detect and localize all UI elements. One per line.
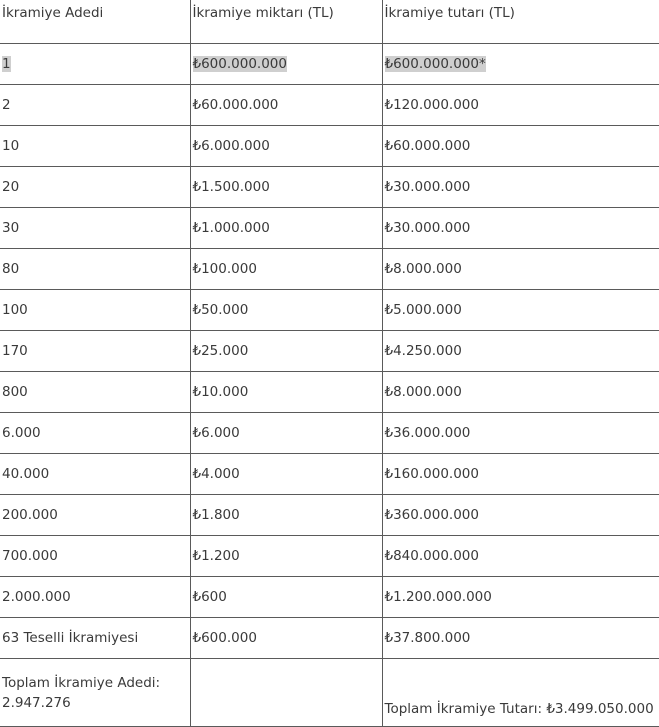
prize-count-cell: 80 <box>0 249 190 290</box>
total-prize-count: Toplam İkramiye Adedi: 2.947.276 <box>0 659 190 727</box>
prize-total-cell: ₺360.000.000 <box>382 495 659 536</box>
prize-total-cell: ₺30.000.000 <box>382 167 659 208</box>
prize-total-cell: ₺8.000.000 <box>382 249 659 290</box>
prize-amount-cell: ₺100.000 <box>190 249 382 290</box>
table-row <box>0 290 659 331</box>
prize-total-cell: ₺600.000.000* <box>384 56 486 72</box>
prize-total-cell: ₺160.000.000 <box>382 454 659 495</box>
prize-total-cell: ₺36.000.000 <box>382 413 659 454</box>
table-row <box>0 126 659 167</box>
header-prize-total: İkramiye tutarı (TL) <box>382 0 659 44</box>
prize-total-cell: ₺5.000.000 <box>382 290 659 331</box>
prize-count-cell: 2 <box>0 85 190 126</box>
prize-amount-cell: ₺600.000 <box>190 618 382 659</box>
table-row <box>0 618 659 659</box>
prize-count-cell: 63 Teselli İkramiyesi <box>0 618 190 659</box>
header-prize-count: İkramiye Adedi <box>0 0 190 44</box>
total-prize-amount: Toplam İkramiye Tutarı: ₺3.499.050.000 <box>382 659 659 727</box>
table-row <box>0 249 659 290</box>
prize-total-cell: ₺4.250.000 <box>382 331 659 372</box>
table-row <box>0 208 659 249</box>
prize-amount-cell: ₺1.800 <box>190 495 382 536</box>
prize-total-cell: ₺37.800.000 <box>382 618 659 659</box>
prize-total-cell: ₺840.000.000 <box>382 536 659 577</box>
prize-count-cell: 20 <box>0 167 190 208</box>
prize-count-cell: 10 <box>0 126 190 167</box>
table-header-row <box>0 0 659 44</box>
prize-amount-cell: ₺25.000 <box>190 331 382 372</box>
prize-count-cell: 700.000 <box>0 536 190 577</box>
table-total-row <box>0 659 659 727</box>
prize-amount-cell: ₺600.000.000 <box>192 56 287 72</box>
prize-total-cell: ₺60.000.000 <box>382 126 659 167</box>
prize-count-cell: 1 <box>2 56 11 72</box>
table-row <box>0 577 659 618</box>
total-empty-cell <box>190 659 382 727</box>
table-row <box>0 413 659 454</box>
table-row <box>0 495 659 536</box>
prize-amount-cell: ₺10.000 <box>190 372 382 413</box>
prize-amount-cell: ₺600 <box>190 577 382 618</box>
prize-count-cell: 2.000.000 <box>0 577 190 618</box>
prize-count-cell: 170 <box>0 331 190 372</box>
prize-amount-cell: ₺6.000 <box>190 413 382 454</box>
prize-count-cell: 40.000 <box>0 454 190 495</box>
prize-amount-cell: ₺1.200 <box>190 536 382 577</box>
prize-count-cell: 30 <box>0 208 190 249</box>
prize-total-cell: ₺8.000.000 <box>382 372 659 413</box>
prize-amount-cell: ₺1.500.000 <box>190 167 382 208</box>
prize-count-cell: 6.000 <box>0 413 190 454</box>
prize-total-cell: ₺120.000.000 <box>382 85 659 126</box>
prize-count-cell: 200.000 <box>0 495 190 536</box>
prize-total-cell: ₺30.000.000 <box>382 208 659 249</box>
prize-amount-cell: ₺4.000 <box>190 454 382 495</box>
table-row <box>0 44 659 85</box>
table-row <box>0 85 659 126</box>
prize-count-cell: 100 <box>0 290 190 331</box>
table-row <box>0 372 659 413</box>
table-row <box>0 167 659 208</box>
table-row <box>0 454 659 495</box>
prize-amount-cell: ₺1.000.000 <box>190 208 382 249</box>
prize-amount-cell: ₺60.000.000 <box>190 85 382 126</box>
header-prize-amount: İkramiye miktarı (TL) <box>190 0 382 44</box>
prize-amount-cell: ₺50.000 <box>190 290 382 331</box>
prize-count-cell: 800 <box>0 372 190 413</box>
table-row <box>0 536 659 577</box>
table-row <box>0 331 659 372</box>
prize-amount-cell: ₺6.000.000 <box>190 126 382 167</box>
prize-total-cell: ₺1.200.000.000 <box>382 577 659 618</box>
